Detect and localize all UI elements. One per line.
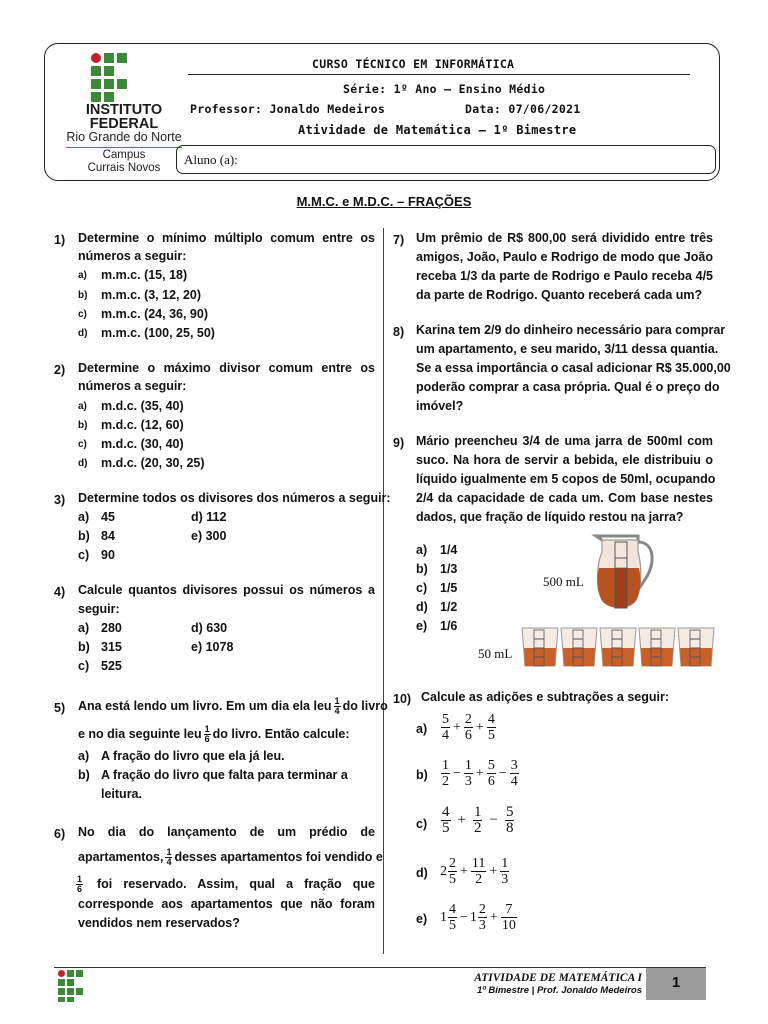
activity-title: Atividade de Matemática – 1º Bimestre: [298, 123, 577, 137]
q10-label: c): [416, 817, 428, 831]
q3-opt: e) 300: [191, 529, 227, 543]
q6-fraction: [74, 872, 85, 896]
q2-opt: m.d.c. (35, 40): [101, 399, 184, 413]
q2-opt-label: d): [78, 458, 88, 469]
q9-opt-label: a): [416, 543, 428, 557]
q5-number: 5): [54, 701, 66, 715]
q9-opt: 1/3: [440, 562, 458, 576]
logo-state: Rio Grande do Norte: [66, 130, 182, 144]
q2-opt-label: a): [78, 401, 87, 412]
logo-campus: Campus Currais Novos: [87, 149, 161, 174]
q4-opt-label: a): [78, 621, 90, 635]
q2-number: 2): [54, 363, 66, 377]
q1-opt: m.m.c. (100, 25, 50): [101, 326, 215, 340]
footer-subtitle: 1º Bimestre | Prof. Jonaldo Medeiros: [476, 985, 642, 996]
q3-number: 3): [54, 493, 66, 507]
q4-text: seguir:: [78, 602, 120, 616]
q9-text: suco. Na hora de servir a bebida, ele distribuiu o: [416, 453, 713, 467]
q7-text: receba 1/3 da parte de Rodrigo e Paulo receba 4/5: [416, 269, 713, 283]
q9-opt-label: d): [416, 600, 428, 614]
q7-text: da parte de Rodrigo. Quanto receberá cada um?: [416, 288, 703, 302]
fraction: $\frac{1}{6}$: [204, 724, 210, 745]
q1-opt-label: a): [78, 270, 87, 281]
q4-opt-label: b): [78, 640, 90, 654]
page-number: 1: [671, 974, 681, 991]
jar-icon: [588, 532, 658, 612]
q8-number: 8): [393, 325, 405, 339]
q5-opt: A fração do livro que ela já leu.: [101, 749, 285, 763]
q5-text: e no dia seguinte leu $\frac{1}{6}$ do livro. Então calcule:: [78, 724, 350, 745]
student-name-label: Aluno (a):: [184, 152, 238, 167]
q2-opt: m.d.c. (12, 60): [101, 418, 184, 432]
q3-opt-label: a): [78, 510, 90, 524]
expr-a: $\frac{5}{4}$ + $\frac{2}{6}$ + $\frac{4}{5}$: [442, 712, 495, 743]
q3-opt-label: c): [78, 548, 90, 562]
q9-text: Mário preencheu 3/4 de uma jarra de 500ml com: [416, 434, 713, 448]
q4-opt-label: c): [78, 659, 90, 673]
q4-opt: 280: [101, 621, 122, 635]
q9-opt: 1/4: [440, 543, 458, 557]
q4-opt: 525: [101, 659, 122, 673]
expr-e: 1 $\frac{4}{5}$ − 1 $\frac{2}{3}$ + $\frac{7}{10}$: [440, 902, 516, 933]
date: Data: 07/06/2021: [465, 102, 581, 116]
q9-opt-label: b): [416, 562, 428, 576]
q5-opt: A fração do livro que falta para terminar a: [101, 768, 348, 782]
q10-label: b): [416, 768, 428, 782]
q1-number: 1): [54, 233, 66, 247]
q9-text: 2/4 da capacidade de cada um. Com base nestes: [416, 491, 713, 505]
q1-opt-label: d): [78, 328, 88, 339]
q3-opt: 84: [101, 529, 115, 543]
q10-label: a): [416, 722, 428, 736]
q2-opt-label: c): [78, 439, 87, 450]
q1-text: números a seguir:: [78, 249, 187, 263]
q3-opt-label: b): [78, 529, 90, 543]
q8-text: um apartamento, e seu marido, 3/11 dessa quantia.: [416, 342, 719, 356]
q6-text: No dia do lançamento de um prédio de: [78, 825, 375, 839]
professor: Professor: Jonaldo Medeiros: [190, 102, 386, 116]
q1-opt-label: c): [78, 309, 87, 320]
q3-opt: d) 112: [191, 510, 227, 524]
q3-opt: 45: [101, 510, 115, 524]
q9-opt: 1/6: [440, 619, 458, 633]
q8-text: poderão comprar a casa própria. Qual é o preço do: [416, 380, 720, 394]
q8-text: Se a essa importância o casal adicionar R$ 35.000,00: [416, 361, 731, 375]
q9-opt-label: c): [416, 581, 428, 595]
q1-text: Determine o mínimo múltiplo comum entre os: [78, 231, 375, 245]
q5-opt-label: b): [78, 768, 90, 782]
cups-icon: [518, 624, 718, 670]
fraction: $\frac{1}{6}$: [77, 874, 83, 895]
q8-text: Karina tem 2/9 do dinheiro necessário para comprar: [416, 323, 726, 337]
q1-opt: m.m.c. (3, 12, 20): [101, 288, 202, 302]
q9-text: líquido igualmente em 5 copos de 50ml, ocupando: [416, 472, 716, 486]
q7-text: Um prêmio de R$ 800,00 será dividido entre três: [416, 231, 713, 245]
q2-text: Determine o máximo divisor comum entre os: [78, 361, 375, 375]
footer-logo-icon: [58, 970, 84, 1002]
q5-opt: leitura.: [101, 787, 142, 801]
q9-opt: 1/2: [440, 600, 458, 614]
q9-opt-label: e): [416, 619, 428, 633]
q3-opt: 90: [101, 548, 115, 562]
page-title: M.M.C. e M.D.C. – FRAÇÕES: [296, 194, 472, 209]
q3-text: Determine todos os divisores dos números a seguir:: [78, 491, 391, 505]
q4-opt: 315: [101, 640, 122, 654]
q10-label: e): [416, 912, 428, 926]
jar-label: 500 mL: [543, 574, 584, 589]
expr-b: $\frac{1}{2}$ − $\frac{1}{3}$ + $\frac{5}{6}$ − $\frac{3}{4}$: [442, 758, 518, 789]
column-divider: [383, 228, 384, 954]
q7-number: 7): [393, 233, 405, 247]
q7-text: amigos, João, Paulo e Rodrigo de modo que João: [416, 250, 713, 264]
logo-text: INSTITUTO FEDERAL: [85, 102, 163, 132]
q1-opt: m.m.c. (24, 36, 90): [101, 307, 209, 321]
q6-text: corresponde aos apartamentos que não foram: [78, 897, 375, 911]
serie: Série: 1º Ano – Ensino Médio: [343, 82, 546, 96]
fraction: $\frac{1}{4}$: [166, 847, 172, 868]
q1-opt: m.m.c. (15, 18): [101, 268, 188, 282]
q4-opt: d) 630: [191, 621, 228, 635]
q9-text: dados, que fração de líquido restou na jarra?: [416, 510, 684, 524]
q9-number: 9): [393, 436, 405, 450]
q2-text: números a seguir:: [78, 379, 187, 393]
q5-text: Ana está lendo um livro. Em um dia ela leu $\frac{1}{4}$ do livro: [78, 696, 388, 717]
q4-opt: e) 1078: [191, 640, 234, 654]
q6-number: 6): [54, 827, 66, 841]
q6-text: vendidos nem reservados?: [78, 916, 240, 930]
expr-d: 2 $\frac{2}{5}$ + $\frac{11}{2}$ + $\frac{1}{3}$: [440, 856, 509, 887]
q5-opt-label: a): [78, 749, 90, 763]
q10-label: d): [416, 866, 428, 880]
q9-opt: 1/5: [440, 581, 458, 595]
q2-opt-label: b): [78, 420, 88, 431]
q8-text: imóvel?: [416, 399, 464, 413]
cup-label: 50 mL: [478, 646, 513, 661]
q4-number: 4): [54, 585, 66, 599]
footer-title: ATIVIDADE DE MATEMÁTICA I: [474, 972, 642, 984]
course-name: CURSO TÉCNICO EM INFORMÁTICA: [312, 57, 515, 71]
fraction: $\frac{1}{4}$: [334, 696, 340, 717]
q10-number: 10): [393, 692, 412, 706]
q10-text: Calcule as adições e subtrações a seguir:: [421, 690, 670, 704]
expr-c: $\frac{4}{5}$ + $\frac{1}{2}$ − $\frac{5}{8}$: [442, 804, 514, 836]
q6-text: apartamentos, $\frac{1}{4}$ desses apartamentos foi vendido e: [78, 847, 383, 868]
student-name-field[interactable]: [176, 145, 716, 174]
q2-opt: m.d.c. (30, 40): [101, 437, 184, 451]
q2-opt: m.d.c. (20, 30, 25): [101, 456, 205, 470]
ifrn-logo: [64, 50, 184, 176]
q6-text: foi reservado. Assim, qual a fração que: [97, 877, 375, 891]
logo-grid-icon: [91, 53, 159, 101]
q1-opt-label: b): [78, 290, 88, 301]
q4-text: Calcule quantos divisores possui os números a: [78, 583, 375, 597]
